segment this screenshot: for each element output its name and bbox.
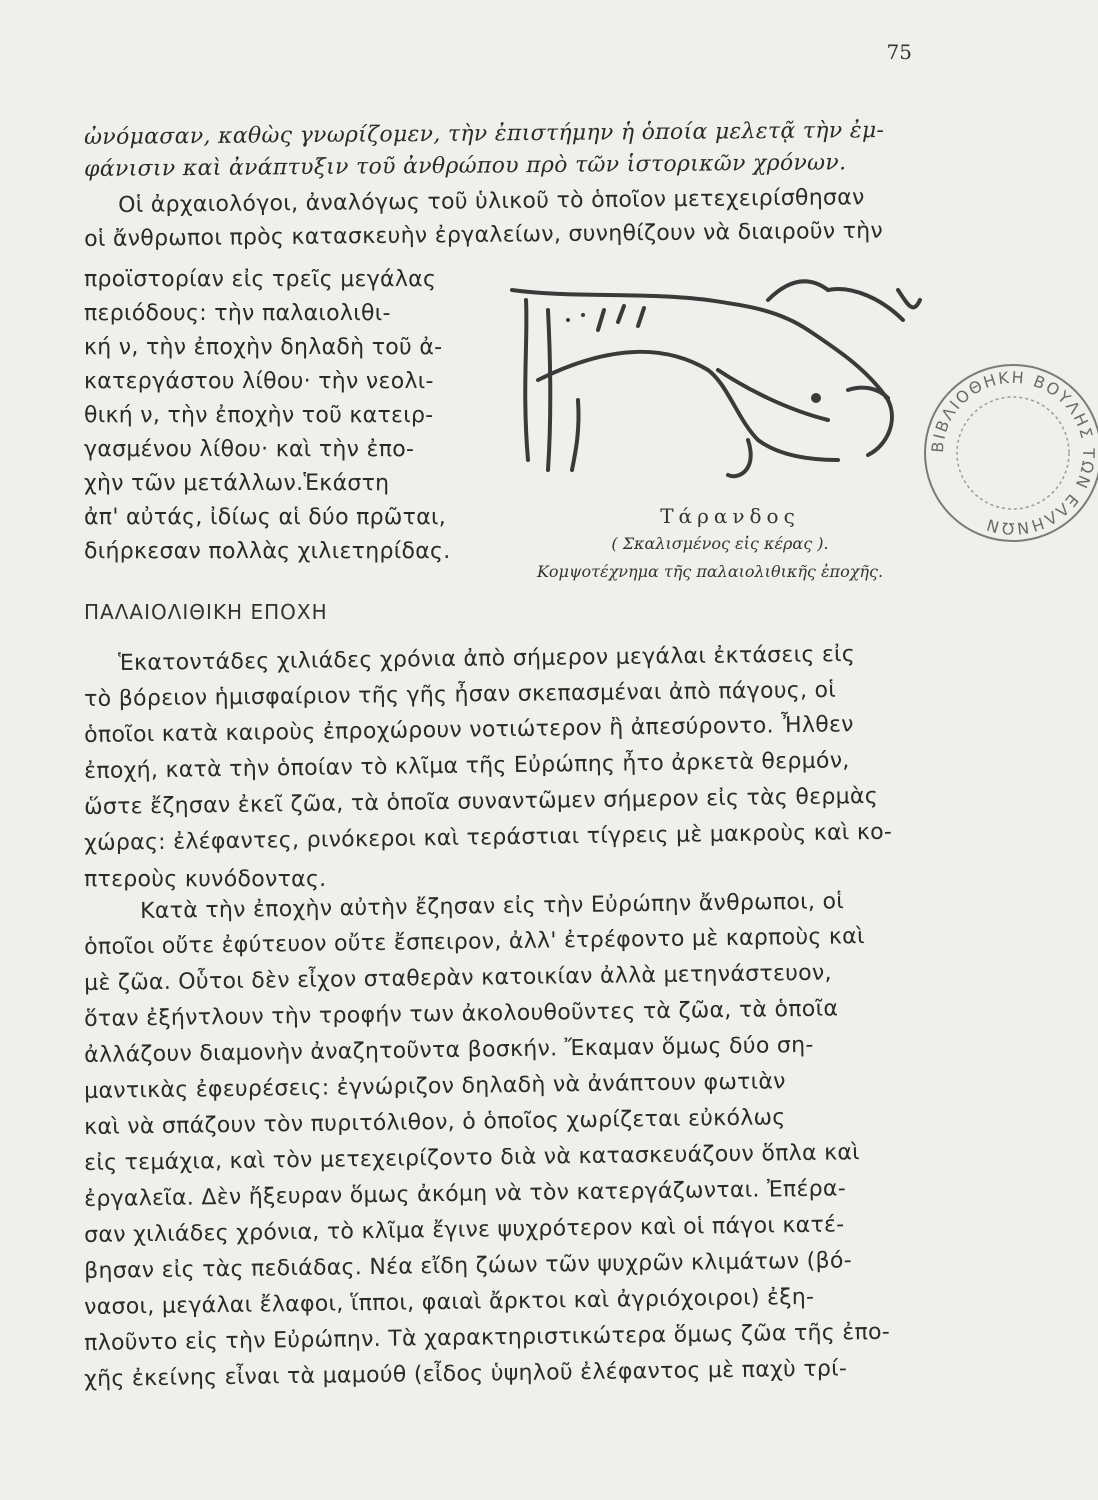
body-line: καὶ νὰ σπάζουν τὸν πυριτόλιθον, ὁ ὁποῖος χωρίζεται εὐκόλως [84,1105,786,1140]
figure-caption-sub: ( Σκαλισμένος εἰς κέρας ). [611,534,829,553]
body-line: ὁποῖοι κατὰ καιροὺς ἐπροχώρουν νοτιώτερον ἢ ἀπεσύροντο. Ἦλθεν [84,712,854,748]
body-line: μὲ ζῶα. Οὗτοι δὲν εἶχον σταθερὰν κατοικίαν ἀλλὰ μετηνάστευον, [84,960,833,996]
body-line: βησαν εἰς τὰς πεδιάδας. Νέα εἴδη ζώων τῶν ψυχρῶν κλιμάτων (βό- [84,1248,853,1284]
body-line: νασοι, μεγάλαι ἔλαφοι, ἵπποι, φαιαὶ ἄρκτοι καὶ ἀγριόχοιροι) ἐξη- [84,1284,815,1320]
body-line: τὸ βόρειον ἡμισφαίριον τῆς γῆς ἦσαν σκεπασμέναι ἀπὸ πάγους, οἱ [84,677,837,712]
body-line: μαντικὰς ἐφευρέσεις: ἐγνώριζον δηλαδὴ νὰ ἀνάπτουν φωτιὰν [84,1069,786,1104]
column-line: γασμένου λίθου· καὶ τὴν ἐπο- [84,437,415,462]
intro-line: οἱ ἄνθρωποι πρὸς κατασκευὴν ἐργαλείων, συνηθίζουν νὰ διαιροῦν τὴν [84,218,884,252]
body-line: σαν χιλιάδες χρόνια, τὸ κλῖμα ἔγινε ψυχρότερον καὶ οἱ πάγοι κατέ- [84,1212,845,1248]
body-line: ὅταν ἐξήντλουν τὴν τροφήν των ἀκολουθοῦντες τὰ ζῶα, τὰ ὁποῖα [84,996,839,1032]
reindeer-carving-illustration [508,270,928,490]
body-line: πτεροὺς κυνόδοντας. [84,867,327,892]
column-line: κή ν, τὴν ἐποχὴν δηλαδὴ τοῦ ἀ- [84,335,443,360]
body-line: πλοῦντο εἰς τὴν Εὐρώπην. Τὰ χαρακτηριστικώτερα ὅμως ζῶα τῆς ἐπο- [84,1319,891,1356]
body-line: ὥστε ἔζησαν ἐκεῖ ζῶα, τὰ ὁποῖα συναντῶμεν σήμερον εἰς τὰς θερμὰς [84,783,879,820]
svg-text:ΒΙΒΛΙΟΘΗΚΗ ΒΟΥΛΗΣ ΤΩΝ ΕΛΛΗΝΩΝ [928,368,1098,539]
page-number: 75 [886,40,912,64]
figure-caption-title: Τάρανδος [660,504,800,528]
body-line: χώρας: ἐλέφαντες, ρινόκεροι καὶ τεράστιαι τίγρεις μὲ μακροὺς καὶ κο- [84,819,893,856]
body-line: ἀλλάζουν διαμονὴν ἀναζητοῦντα βοσκήν. Ἔκαμαν ὅμως δύο ση- [84,1032,814,1068]
body-line: Ἑκατοντάδες χιλιάδες χρόνια ἀπὸ σήμερον μεγάλαι ἐκτάσεις εἰς [118,641,856,676]
column-line: χὴν τῶν μετάλλων.Ἑκάστη [84,471,390,496]
figure-caption-desc: Κομψοτέχνημα τῆς παλαιολιθικῆς ἐποχῆς. [536,562,884,581]
intro-line: Οἱ ἀρχαιολόγοι, ἀναλόγως τοῦ ὑλικοῦ τὸ ὁποῖον μετεχειρίσθησαν [118,185,865,218]
body-line: ἐργαλεῖα. Δὲν ἤξευραν ὅμως ἀκόμη νὰ τὸν κατεργάζωνται. Ἐπέρα- [84,1176,847,1212]
body-line: εἰς τεμάχια, καὶ τὸν μετεχειρίζοντο διὰ νὰ κατασκευάζουν ὅπλα καὶ [84,1140,861,1176]
column-line: ἀπ' αὐτάς, ἰδίως αἱ δύο πρῶται, [84,505,447,530]
section-heading: ΠΑΛΑΙΟΛΙΘΙΚΗ ΕΠΟΧΗ [84,600,328,624]
body-line: ἐποχή, κατὰ τὴν ὁποίαν τὸ κλῖμα τῆς Εὐρώπης ἦτο ἀρκετὰ θερμόν, [84,748,850,784]
intro-line: ὠνόμασαν, καθὼς γνωρίζομεν, τὴν ἐπιστήμην ἡ ὁποία μελετᾷ τὴν ἐμ- [84,118,885,150]
library-stamp [918,358,1098,548]
column-line: κατεργάστου λίθου· τὴν νεολι- [84,369,434,394]
column-line: διήρκεσαν πολλὰς χιλιετηρίδας. [84,539,451,564]
stamp-text: ΒΙΒΛΙΟΘΗΚΗ ΒΟΥΛΗΣ ΤΩΝ ΕΛΛΗΝΩΝ [927,367,1098,539]
body-line: ὁποῖοι οὔτε ἐφύτευον οὔτε ἔσπειρον, ἀλλ' ἐτρέφοντο μὲ καρποὺς καὶ [84,924,865,960]
column-line: θική ν, τὴν ἐποχὴν τοῦ κατειρ- [84,403,434,428]
intro-line: φάνισιν καὶ ἀνάπτυξιν τοῦ ἀνθρώπου πρὸ τῶν ἱστορικῶν χρόνων. [84,150,847,182]
column-line: περιόδους: τὴν παλαιολιθι- [84,301,391,326]
body-line: Κατὰ τὴν ἐποχὴν αὐτὴν ἔζησαν εἰς τὴν Εὐρώπην ἄνθρωποι, οἱ [140,889,845,924]
body-line: χῆς ἐκείνης εἶναι τὰ μαμούθ (εἶδος ὑψηλοῦ ἐλέφαντος μὲ παχὺ τρί- [84,1356,848,1392]
column-line: προϊστορίαν εἰς τρεῖς μεγάλας [84,267,437,292]
